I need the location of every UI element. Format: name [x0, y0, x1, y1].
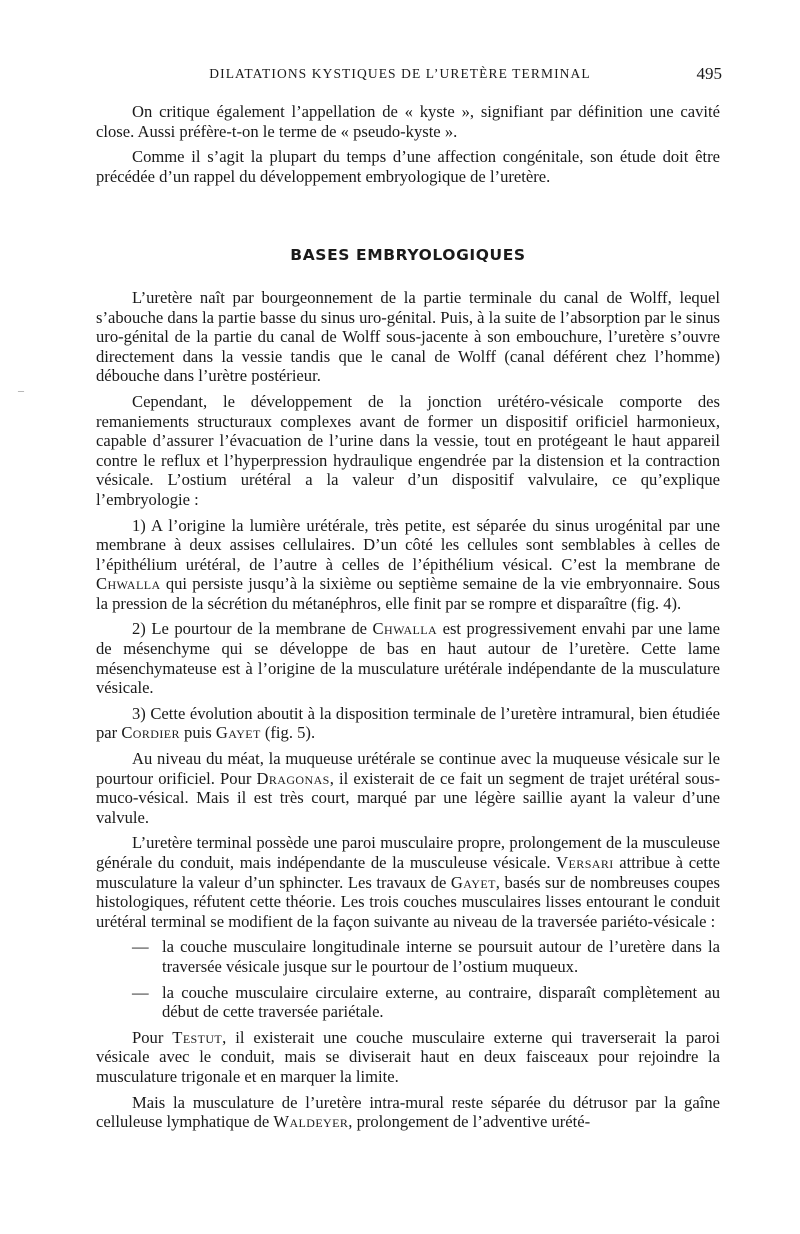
- list-item: [96, 983, 720, 1022]
- page-number: 495: [696, 64, 722, 83]
- text-run: , il existerait une couche musculaire externe qui traverserait la paroi vésicale avec le conduit, mais se diviserait haut en deux faisceaux pour rejoindre la musculature trigonale et en marquer la limite.: [96, 1027, 721, 1086]
- author-name: Waldeyer: [273, 1112, 349, 1132]
- running-title: DILATATIONS KYSTIQUES DE L’URETÈRE TERMINAL: [209, 66, 591, 81]
- author-name: Gayet: [450, 872, 496, 892]
- dash-marker: —: [132, 982, 149, 1002]
- text-run: attribue à cette musculature la valeur d’un sphincter. Les travaux de: [96, 853, 721, 892]
- text-run: 1) A l’origine la lumière urétérale, très petite, est séparée du sinus urogénital par une membrane à deux assises cellulaires. D’un côté les cellules sont semblables à celles de l’épithélium urétéral, de l’autre à celles de l’épithélium vésical. C’est la membrane de: [96, 515, 720, 574]
- paragraph-4: [96, 619, 720, 697]
- text-run: Mais la musculature de l’uretère intra-mural reste séparée du détrusor par la gaîne celluleuse lymphatique de: [96, 1092, 720, 1132]
- paragraph-5: [96, 704, 720, 743]
- paragraph-2: Cependant, le développement de la jonction urétéro-vésicale comporte des remaniements structuraux complexes avant de former un dispositif orificiel harmonieux, capable d’assurer l’évacuation de l’urine dans la vessie, tout en protégeant le haut appareil contre le reflux et l’hyperpression hydraulique engendrée par la distension et la contraction vésicale. L’ostium urétéral a la valeur d’un dispositif valvulaire, ce qu’explique l’embryologie :: [96, 391, 720, 509]
- text-run: 2) Le pourtour de la membrane de: [132, 619, 373, 639]
- author-name: Gayet: [215, 723, 261, 743]
- text-run: qui persiste jusqu’à la sixième ou septième semaine de la vie embryonnaire. Sous la pression de la sécrétion du métanéphros, elle finit par se rompre et disparaître (fig. 4).: [96, 574, 720, 613]
- page-header: [0, 64, 800, 86]
- text-run: , basés sur de nombreuses coupes histologiques, réfutent cette théorie. Les trois couches musculaires lisses entourant le conduit urétéral terminal se modifient de la façon suivante au niveau de la traversée pariéto-vésicale :: [96, 872, 721, 931]
- text-run: , il existerait de ce fait un segment de trajet urétéral sous-muco-vésical. Mais il est très court, marqué par une légère saillie ayant la valeur d’une valvule.: [96, 768, 721, 827]
- paragraph-1: L’uretère naît par bourgeonnement de la partie terminale du canal de Wolff, lequel s’abouche dans la partie basse du sinus uro-génital. Puis, à la suite de l’absorption par le sinus uro-génital de la partie du canal de Wolff sous-jacente à son embouchure, l’uretère s’ouvre directement dans la vessie tandis que le canal de Wolff (canal déférent chez l’homme) débouche dans l’urètre postérieur.: [96, 287, 720, 386]
- author-name: Cordier: [121, 723, 180, 743]
- text-run: 3) Cette évolution aboutit à la disposition terminale de l’uretère intramural, bien étudiée par: [96, 703, 720, 743]
- dash-marker: —: [132, 937, 149, 957]
- text-run: est progressivement envahi par une lame de mésenchyme qui se développe de bas en haut autour de l’uretère. Cette lame mésenchymateuse est à l’origine de la musculature urétérale indépendante de la musculature vésicale.: [96, 619, 720, 698]
- paragraph-9: [96, 1093, 720, 1132]
- text-run: puis: [179, 723, 216, 743]
- list-item-text: la couche musculaire longitudinale interne se poursuit autour de l’uretère dans la traversée vésicale jusque sur le pourtour de l’ostium muqueux.: [162, 937, 720, 976]
- text-run: , prolongement de l’adventive urété-: [348, 1112, 591, 1132]
- body-text: [96, 102, 720, 1138]
- section-heading: BASES EMBRYOLOGIQUES: [290, 246, 526, 265]
- text-run: L’uretère terminal possède une paroi musculaire propre, prolongement de la musculeuse générale du conduit, mais indépendante de la musculeuse vésicale.: [96, 833, 720, 872]
- author-name: Chwalla: [372, 619, 438, 639]
- intro-paragraph-2: Comme il s’agit la plupart du temps d’une affection congénitale, son étude doit être précédée d’un rappel du développement embryologique de l’uretère.: [96, 147, 720, 186]
- author-name: Chwalla: [96, 574, 161, 594]
- text-run: Au niveau du méat, la muqueuse urétérale se continue avec la muqueuse vésicale sur le pourtour orificiel. Pour: [96, 749, 720, 788]
- paragraph-7: [96, 833, 720, 931]
- intro-paragraph-1: On critique également l’appellation de « kyste », signifiant par définition une cavité close. Aussi préfère-t-on le terme de « pseudo-kyste ».: [96, 102, 720, 141]
- text-run: (fig. 5).: [260, 723, 316, 743]
- paragraph-8: [96, 1028, 720, 1087]
- author-name: Versari: [556, 853, 614, 872]
- text-run: Pour: [132, 1027, 173, 1047]
- author-name: Testut: [172, 1027, 223, 1047]
- list-item: [96, 937, 720, 976]
- list-item-text: la couche musculaire circulaire externe, au contraire, disparaît complètement au début de cette traversée pariétale.: [162, 982, 720, 1022]
- author-name: Dragonas: [256, 768, 330, 788]
- paragraph-3: [96, 516, 720, 614]
- margin-mark: –: [18, 383, 24, 397]
- paragraph-6: [96, 749, 720, 827]
